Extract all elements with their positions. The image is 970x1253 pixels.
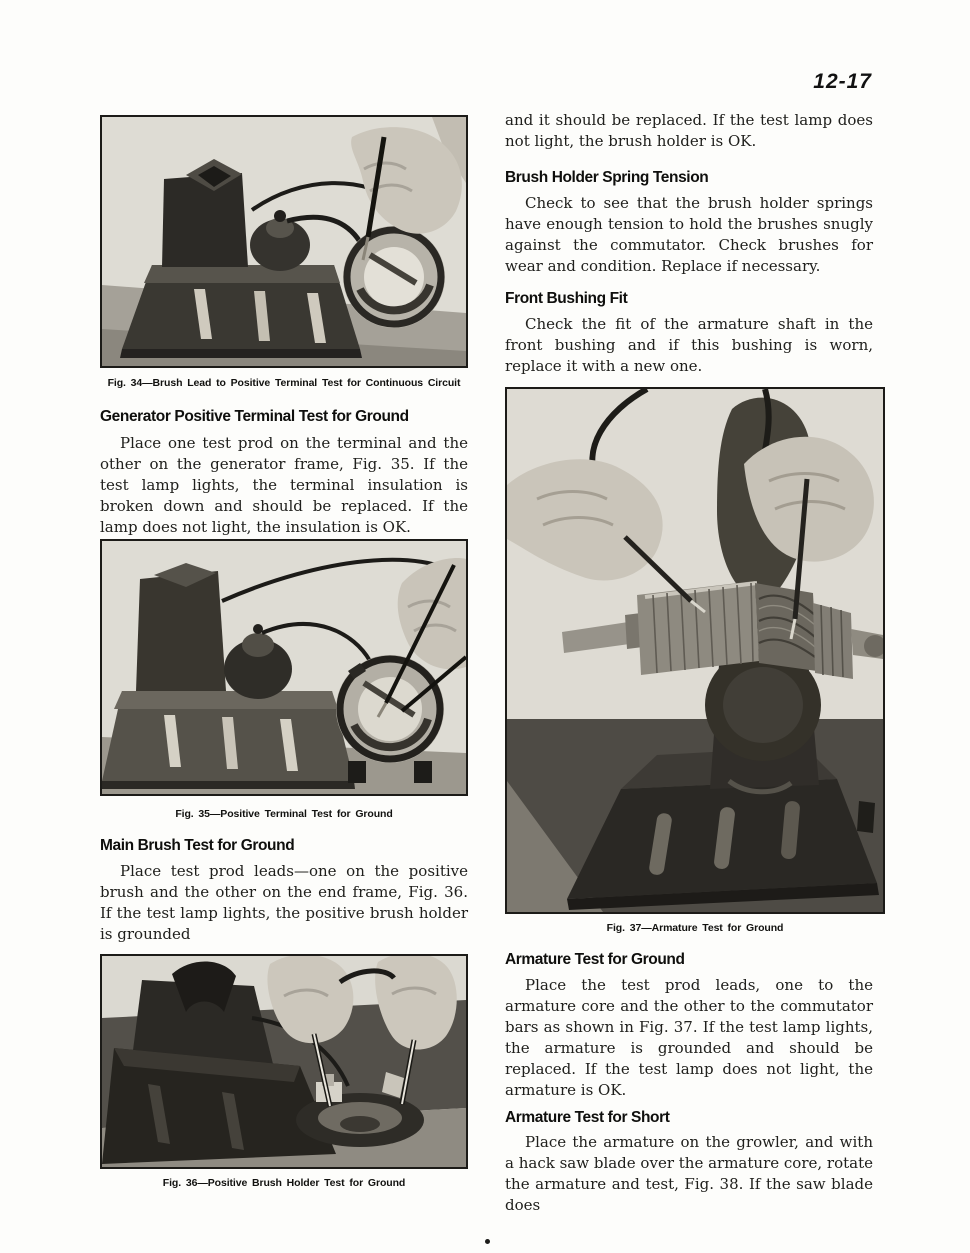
figure-37-photo: [507, 389, 883, 912]
heading-main-brush-test: Main Brush Test for Ground: [100, 837, 295, 854]
paragraph-main-brush-test: Place test prod leads—one on the positive brush and the other on the end frame, Fig. 36. If the test lamp lights, the positive brush holder is grounded: [100, 862, 468, 943]
figure-36-caption: Fig. 36—Positive Brush Holder Test for Ground: [162, 1177, 406, 1189]
heading-armature-test-short: Armature Test for Short: [505, 1109, 670, 1126]
figure-34-photo: [102, 117, 466, 366]
page-number: 12-17: [813, 70, 872, 93]
paragraph-armature-test-ground: Place the test prod leads, one to the armature core and the other to the commutator bars as shown in Fig. 37. If the test lamp lights, the armature is grounded and should be replaced. If the test lamp does not light, the armature is OK.: [505, 976, 873, 1099]
figure-35-caption: Fig. 35—Positive Terminal Test for Ground: [175, 808, 393, 820]
heading-brush-holder-spring-tension: Brush Holder Spring Tension: [505, 169, 709, 186]
paragraph-armature-test-short: Place the armature on the growler, and with a hack saw blade over the armature core, rotate the armature and test, Fig. 38. If the saw blade does: [505, 1133, 873, 1214]
heading-generator-positive-terminal-test: Generator Positive Terminal Test for Ground: [100, 408, 409, 425]
end-frame-ring: [343, 226, 445, 328]
page-bottom-mark: [485, 1239, 490, 1244]
figure-37-caption: Fig. 37—Armature Test for Ground: [606, 922, 784, 934]
heading-front-bushing-fit: Front Bushing Fit: [505, 290, 628, 307]
heading-armature-test-ground: Armature Test for Ground: [505, 951, 685, 968]
paragraph-front-bushing-fit: Check the fit of the armature shaft in the front bushing and if this bushing is worn, replace it with a new one.: [505, 315, 873, 375]
paragraph-generator-positive-terminal-test: Place one test prod on the terminal and the other on the generator frame, Fig. 35. If the test lamp lights, the terminal insulation is broken down and should be replaced. If the lamp does not light, the insulation is OK.: [100, 434, 468, 536]
figure-34-photo-frame: [100, 115, 468, 368]
figure-34-caption: Fig. 34—Brush Lead to Positive Terminal Test for Continuous Circuit: [107, 377, 461, 389]
figure-35-photo-frame: [100, 539, 468, 796]
paragraph-brush-holder-continuation: and it should be replaced. If the test lamp does not light, the brush holder is OK.: [505, 111, 873, 150]
left-column: [100, 0, 468, 1190]
figure-36-photo: [102, 956, 466, 1167]
paragraph-brush-holder-spring-tension: Check to see that the brush holder springs have enough tension to hold the brushes snugly against the commutator. Check brushes for wear and condition. Replace if necessary.: [505, 194, 873, 275]
figure-35-photo: [102, 541, 466, 794]
right-column: [505, 0, 873, 1216]
figure-37-photo-frame: [505, 387, 885, 914]
figure-36-photo-frame: [100, 954, 468, 1169]
